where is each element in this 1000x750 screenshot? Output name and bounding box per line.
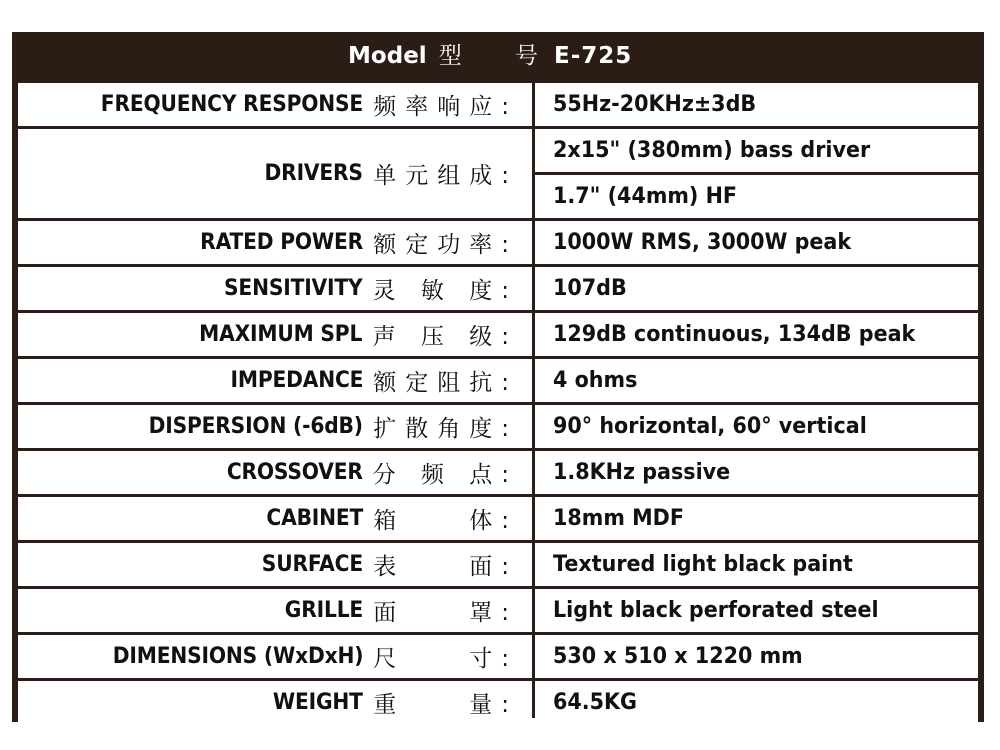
spec-value-cell: [535, 175, 978, 218]
spec-value-cell: [535, 497, 978, 540]
spec-label-cell: [18, 635, 532, 678]
spec-label-cn: 额定阻抗:: [373, 370, 518, 396]
spec-label-cn: 面 罩:: [373, 600, 518, 626]
header-label-en: Model: [348, 43, 427, 69]
spec-label-en: CROSSOVER: [226, 460, 363, 485]
spec-label-cell: [18, 129, 532, 218]
spec-label-cell: [18, 221, 532, 264]
spec-value-cell: [535, 543, 978, 586]
spec-label-cn: 灵 敏 度:: [372, 278, 518, 304]
spec-value-cell: [535, 635, 978, 678]
spec-value: 90° horizontal, 60° vertical: [553, 414, 867, 439]
spec-value-cell: [535, 451, 978, 494]
spec-value-cell: [535, 83, 978, 126]
spec-label-en: SURFACE: [262, 552, 364, 577]
spec-table: [12, 32, 984, 722]
spec-value: 107dB: [553, 276, 627, 301]
spec-label-cn: 箱 体:: [373, 508, 518, 534]
spec-label-cell: [18, 83, 532, 126]
spec-value: 64.5KG: [553, 690, 638, 715]
spec-value-cell: [535, 405, 978, 448]
spec-value-cell: [535, 359, 978, 402]
spec-label-en: SENSITIVITY: [224, 276, 363, 301]
spec-label-en: WEIGHT: [273, 690, 364, 715]
spec-value: 55Hz-20KHz±3dB: [553, 92, 757, 117]
spec-value: 2x15" (380mm) bass driver: [553, 138, 871, 163]
spec-label-en: DRIVERS: [264, 161, 364, 186]
spec-value: 129dB continuous, 134dB peak: [553, 322, 916, 347]
spec-value: Light black perforated steel: [553, 598, 879, 623]
header-label: [348, 32, 538, 80]
spec-value-cell: [535, 589, 978, 632]
spec-label-cell: [18, 359, 532, 402]
header-model-value: E-725: [554, 43, 633, 69]
spec-label-cell: [18, 267, 532, 310]
spec-value-cell: [535, 267, 978, 310]
spec-label-en: MAXIMUM SPL: [199, 322, 363, 347]
spec-label-cn: 重 量:: [373, 692, 518, 718]
spec-label-cn: 额定功率:: [373, 232, 518, 258]
spec-label-cn: 单元组成:: [373, 163, 518, 189]
spec-value: Textured light black paint: [553, 552, 853, 577]
spec-value: 18mm MDF: [553, 506, 684, 531]
spec-value: 1.7" (44mm) HF: [553, 184, 738, 209]
spec-label-en: CABINET: [266, 506, 364, 531]
spec-value: 1.8KHz passive: [553, 460, 731, 485]
spec-label-cell: [18, 405, 532, 448]
spec-label-cn: 频率响应:: [373, 94, 518, 120]
spec-label-en: RATED POWER: [200, 230, 364, 255]
spec-value: 530 x 510 x 1220 mm: [553, 644, 803, 669]
table-header: [12, 32, 984, 80]
spec-label-cell: [18, 497, 532, 540]
spec-label-cell: [18, 313, 532, 356]
spec-label-en: DIMENSIONS (WxDxH): [112, 644, 364, 669]
spec-value-cell: [535, 313, 978, 356]
spec-label-cell: [18, 451, 532, 494]
spec-label-cn: 尺 寸:: [373, 646, 518, 672]
spec-value-cell: [535, 221, 978, 264]
spec-label-cn: 声 压 级:: [372, 324, 518, 350]
spec-value-cell: [535, 129, 978, 172]
table-bottom-edge: [18, 718, 978, 722]
spec-value: 1000W RMS, 3000W peak: [553, 230, 852, 255]
spec-label-cn: 扩散角度:: [373, 416, 518, 442]
spec-label-en: DISPERSION (-6dB): [149, 414, 364, 439]
spec-label-cn: 表 面:: [373, 554, 518, 580]
spec-label-cell: [18, 589, 532, 632]
spec-label-en: FREQUENCY RESPONSE: [100, 92, 364, 117]
spec-value: 4 ohms: [553, 368, 638, 393]
header-label-cn: 型 号: [438, 43, 538, 69]
spec-label-cell: [18, 543, 532, 586]
spec-label-cn: 分 频 点:: [372, 462, 518, 488]
spec-label-en: GRILLE: [284, 598, 364, 623]
spec-label-en: IMPEDANCE: [230, 368, 364, 393]
